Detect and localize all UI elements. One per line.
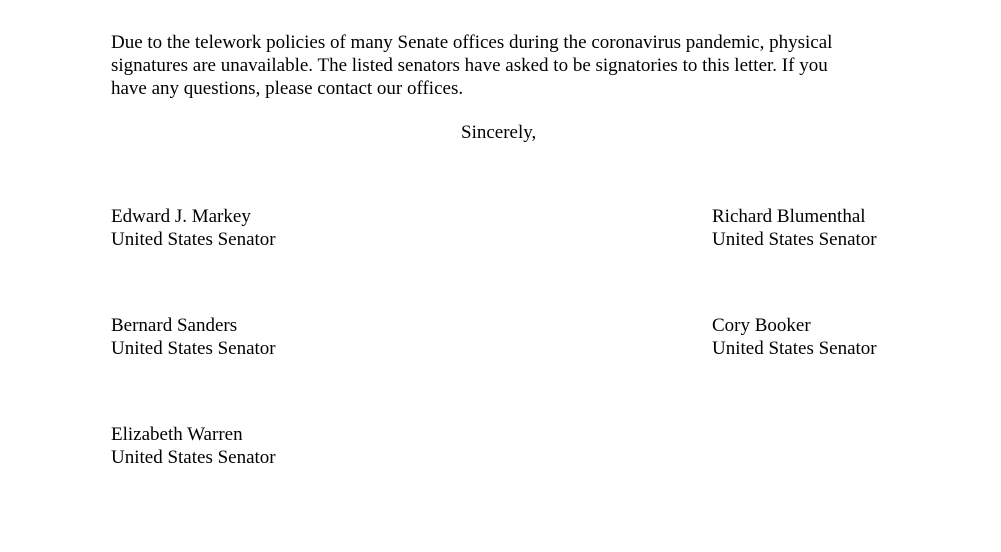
signature-block-blumenthal <box>712 205 877 251</box>
signatory-name: Bernard Sanders <box>111 315 238 336</box>
signatory-title: United States Senator <box>712 229 877 250</box>
signatory-name: Cory Booker <box>712 315 811 336</box>
signatory-title: United States Senator <box>111 447 276 468</box>
signatory-name: Richard Blumenthal <box>712 206 866 227</box>
body-line: signatures are unavailable. The listed senators have asked to be signatories to this letter. If you <box>111 55 828 76</box>
letter-closing: Sincerely, <box>461 122 537 143</box>
signature-block-markey <box>111 205 276 251</box>
body-line: have any questions, please contact our offices. <box>111 78 464 99</box>
signatory-title: United States Senator <box>712 338 877 359</box>
signatory-title: United States Senator <box>111 338 276 359</box>
body-line: Due to the telework policies of many Senate offices during the coronavirus pandemic, physical <box>111 32 833 53</box>
letter-body-paragraph <box>111 31 891 100</box>
signatory-name: Edward J. Markey <box>111 206 251 227</box>
signature-block-sanders <box>111 314 276 360</box>
signatory-name: Elizabeth Warren <box>111 424 243 445</box>
signature-block-booker <box>712 314 877 360</box>
signatory-title: United States Senator <box>111 229 276 250</box>
signature-block-warren <box>111 423 276 469</box>
